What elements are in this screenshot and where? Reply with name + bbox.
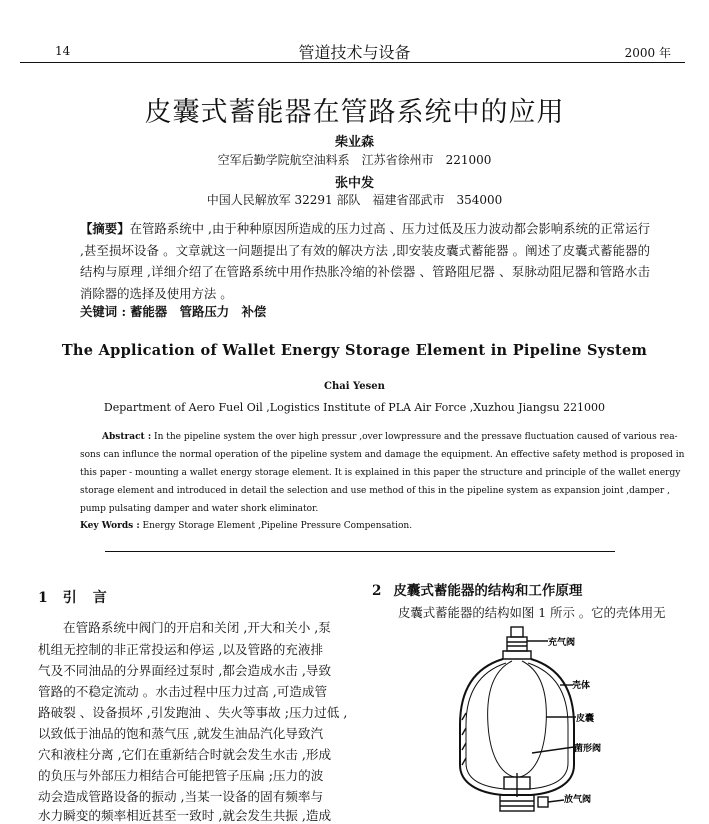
section-1-line: 动会造成管路设备的振动 ,当某一设备的固有频率与 — [38, 789, 324, 804]
section-1-line: 以致低于油品的饱和蒸气压 ,就发生油品汽化导致汽 — [38, 726, 324, 741]
keywords-zh-label: 关键词 : — [80, 304, 127, 319]
abstract-en-line-5: pump pulsating damper and water shork eliminator. — [80, 504, 319, 514]
section-2-text: 皮囊式蓄能器的结构如图 1 所示 。它的壳体用无 — [398, 605, 666, 620]
abstract-zh-text: 在管路系统中 ,由于种种原因所造成的压力过高 、压力过低及压力波动都会影响系统的正常运行 ,甚至损坏设备 。文章就这一问题提出了有效的解决方法 ,即安装皮囊式蓄能器 。阐述了皮囊式蓄能器的结构与原理 ,详细介绍了在管路系统中用作热胀冷缩的补偿器 、管路阻尼器 、泵脉动阻尼器和管路水击消除器的选择及使用方法 。 — [80, 221, 650, 301]
page-number: 14 — [55, 44, 71, 58]
paper-title-zh: 皮囊式蓄能器在管路系统中的应用 — [144, 97, 565, 128]
journal-year: 2000 年 — [624, 46, 671, 60]
label-poppet-valve: 菌形阀 — [574, 744, 602, 754]
author-1-affiliation: 空军后勤学院航空油料系 江苏省徐州市 221000 — [217, 153, 492, 167]
section-1-line: 气及不同油品的分界面经过泵时 ,都会造成水击 ,导致 — [38, 663, 332, 678]
abstract-en-line-4: storage element and introduced in detail the selection and use method of this in the pipeline system as expansion joint ,damper , — [80, 486, 670, 496]
bladder — [488, 661, 547, 777]
abstract-zh-label: 【摘要】 — [80, 221, 130, 236]
label-bladder: 皮囊 — [576, 714, 595, 724]
section-1-line: 路破裂 、设备损坏 ,引发跑油 、失火等事故 ;压力过低 , — [38, 705, 348, 720]
bleed-valve — [538, 797, 548, 807]
author-en: Chai Yesen — [324, 381, 385, 392]
author-2-affiliation: 中国人民解放军 32291 部队 福建省邵武市 354000 — [206, 193, 503, 207]
section-2-title: 皮囊式蓄能器的结构和工作原理 — [393, 583, 583, 599]
abstract-en-label: Abstract : — [102, 432, 152, 442]
author-1-name: 柴业森 — [334, 135, 374, 150]
paper-title-en: The Application of Wallet Energy Storage Element in Pipeline System — [61, 342, 648, 359]
keywords-zh — [80, 302, 266, 320]
keywords-en-text: Energy Storage Element ,Pipeline Pressure Compensation. — [142, 521, 413, 531]
section-1-line: 穴和液柱分离 ,它们在重新结合时就会发生水击 ,形成 — [38, 747, 332, 762]
keywords-en — [80, 521, 648, 531]
section-1-number: 1 — [38, 590, 49, 606]
bottom-port — [500, 795, 534, 811]
section-2-heading — [372, 579, 594, 599]
abstract-en-line-2: sons can influnce the normal operation of the pipeline system and damage the equipment. An effective safety method is proposed in — [80, 450, 685, 460]
section-1-line: 水力瞬变的频率相近甚至一致时 ,就会发生共振 ,造成 — [38, 808, 332, 823]
abstract-separator — [105, 551, 615, 552]
affiliation-en: Department of Aero Fuel Oil ,Logistics Institute of PLA Air Force ,Xuzhou Jiangsu 221000 — [103, 401, 606, 414]
section-2-number: 2 — [372, 583, 382, 599]
abstract-en-line-3: this paper - mounting a wallet energy storage element. It is explained in this paper the structure and principle of the wallet energy — [80, 468, 681, 478]
label-bleed-valve: 放气阀 — [564, 795, 592, 805]
journal-title: 管道技术与设备 — [298, 43, 411, 62]
gas-valve-body — [507, 637, 527, 651]
gas-valve-cap — [511, 627, 523, 637]
section-1-heading — [38, 587, 122, 607]
accumulator-figure — [448, 625, 618, 813]
keywords-en-label: Key Words : — [80, 521, 140, 531]
shell-neck — [503, 651, 531, 659]
section-1-title: 引 言 — [62, 590, 108, 606]
abstract-en-line-1 — [80, 432, 678, 442]
abstract-zh — [80, 218, 650, 304]
label-gas-valve: 充气阀 — [548, 638, 576, 648]
section-1-line: 机组无控制的非正常投运和停运 ,以及管路的充液排 — [38, 642, 324, 657]
label-shell: 壳体 — [572, 681, 591, 691]
section-1-line: 管路的不稳定流动 。水击过程中压力过高 ,可造成管 — [38, 684, 328, 699]
section-1-line: 的负压与外部压力相结合可能把管子压扁 ;压力的波 — [38, 768, 324, 783]
section-1-line: 在管路系统中阀门的开启和关闭 ,开大和关小 ,泵 — [63, 620, 331, 635]
keywords-zh-text: 蓄能器 管路压力 补偿 — [130, 304, 267, 319]
header-rule — [20, 62, 685, 63]
author-2-name: 张中发 — [334, 176, 374, 191]
abstract-en-text-1: In the pipeline system the over high pressur ,over lowpressure and the pressave fluctuation caused of various rea- — [154, 432, 678, 442]
